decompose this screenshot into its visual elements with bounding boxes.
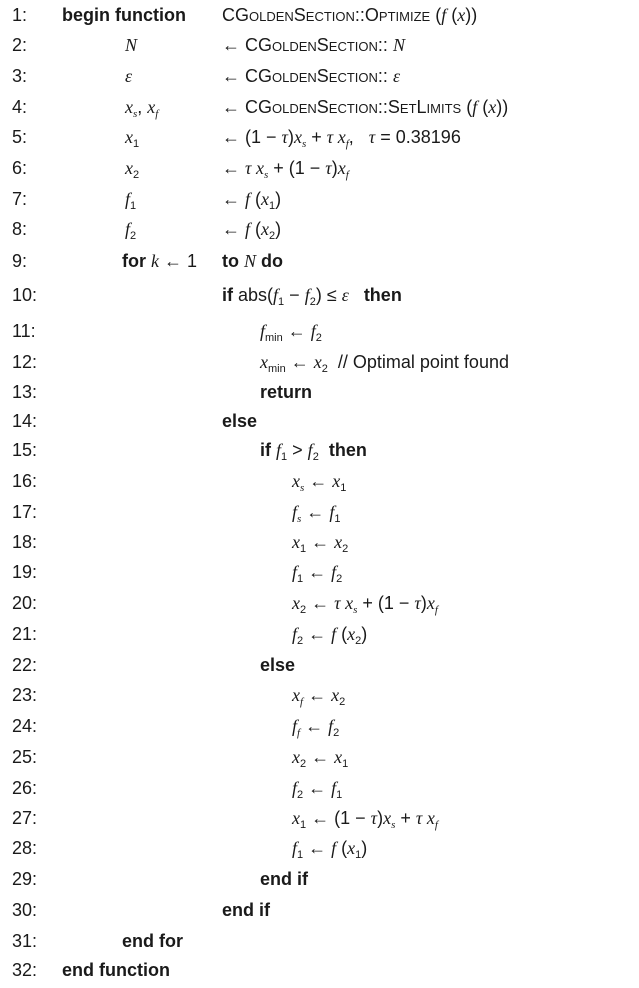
line-number: 25: [12,747,38,767]
line-number: 26: [12,778,38,798]
assignment: ← $(1 - \tau)x_s + \tau$ $x_f$, τ = 0.38196 [222,127,461,150]
line-number: 32: [12,960,38,980]
line-number: 7: [12,189,28,209]
line-number: 21: [12,624,38,644]
line-number: 20: [12,593,38,613]
keyword: begin function [62,5,186,25]
code-line [0,61,639,91]
code-line [0,864,639,894]
statement: $f_{min}$ ← $f_2$ [260,321,322,344]
statement: end function [62,960,170,980]
line-number: 2: [12,35,28,55]
line-number: 9: [12,251,28,271]
assignment: ← CGoldenSection:: N [222,35,405,55]
code-line [0,497,639,527]
code-line [0,619,639,649]
line-number: 3: [12,66,28,86]
statement: $f_s$ ← $f_1$ [292,502,341,525]
line-number: 13: [12,382,38,402]
line-number: 6: [12,158,28,178]
code-line [0,92,639,122]
statement: $x_2$ ← $x_1$ [292,747,349,770]
statement: $x_2$ ← τ $x_s + (1 - \tau)x_f$ [292,593,438,616]
code-line [0,833,639,863]
code-line [0,466,639,496]
line-number: 11: [12,321,36,341]
code-line [0,122,639,152]
code-line [0,280,639,310]
code-line [0,527,639,557]
statement: $f_f$ ← $f_2$ [292,716,340,739]
line-number: 28: [12,838,38,858]
code-line [0,246,639,276]
code-line [0,803,639,833]
statement: $f_1$ ← $f_2$ [292,562,343,585]
code-line [0,30,639,60]
statement: $f_2$ ← $f_1$ [292,778,343,801]
assignment: ← f $(x_2)$ [222,219,282,242]
assignment: ← f $(x_1)$ [222,189,282,212]
line-number: 1: [12,5,28,25]
line-number: 10: [12,285,38,305]
statement: if $f_1 > f_2$ then [260,440,367,463]
line-number: 5: [12,127,28,147]
line-number: 22: [12,655,38,675]
assignment: to N do [222,251,284,271]
code-line [0,650,639,680]
statement: $x_f$ ← $x_2$ [292,685,346,708]
line-number: 14: [12,411,38,431]
code-line [0,377,639,407]
for-keyword: for k ← 1 [122,251,198,271]
code-line [0,557,639,587]
line-number: 12: [12,352,38,372]
variable: ε [125,66,133,86]
variable: $x_s$, $x_f$ [125,97,159,120]
line-number: 27: [12,808,38,828]
statement: end if [222,900,270,920]
line-number: 15: [12,440,38,460]
variable: N [125,35,138,55]
code-line [0,895,639,925]
line-number: 17: [12,502,38,522]
statement: if $abs(f_1 - f_2) \le \varepsilon$ then [222,285,402,308]
code-line [0,711,639,741]
variable: $x_2$ [125,158,140,181]
code-line [0,742,639,772]
statement: $f_2$ ← f $(x_2)$ [292,624,368,647]
code-line [0,435,639,465]
line-number: 23: [12,685,38,705]
statement: $x_1$ ← $x_2$ [292,532,349,555]
code-line [0,680,639,710]
line-number: 24: [12,716,38,736]
line-number: 8: [12,219,28,239]
statement: $x_s$ ← $x_1$ [292,471,347,494]
code-line [0,926,639,956]
statement: else [260,655,296,675]
statement: $f_1$ ← f $(x_1)$ [292,838,368,861]
line-number: 18: [12,532,38,552]
line-number: 30: [12,900,38,920]
statement: $x_{min}$ ← $x_2$ // Optimal point found [260,352,509,375]
statement: end if [260,869,308,889]
code-line [0,955,639,985]
line-number: 29: [12,869,38,889]
line-number: 4: [12,97,28,117]
line-number: 31: [12,931,38,951]
line-number: 16: [12,471,38,491]
code-line [0,316,639,346]
code-line [0,588,639,618]
statement: $x_1$ ← $(1 - \tau)x_s + \tau$ $x_f$ [292,808,438,831]
code-line [0,0,639,30]
assignment: ← CGoldenSection:: ε [222,66,401,86]
variable: $x_1$ [125,127,140,150]
statement: return [260,382,313,402]
line-number: 19: [12,562,38,582]
code-line [0,214,639,244]
assignment: ← CGoldenSection::SetLimits (f (x)) [222,97,509,117]
statement: else [222,411,258,431]
variable: $f_1$ [125,189,137,212]
code-line [0,406,639,436]
variable: $f_2$ [125,219,137,242]
assignment: ← τ $x_s + (1 - \tau)x_f$ [222,158,349,181]
code-line [0,184,639,214]
code-line [0,773,639,803]
assignment: CGoldenSection::Optimize (f (x)) [222,5,478,25]
code-line [0,347,639,377]
statement: end for [122,931,183,951]
code-line [0,153,639,183]
